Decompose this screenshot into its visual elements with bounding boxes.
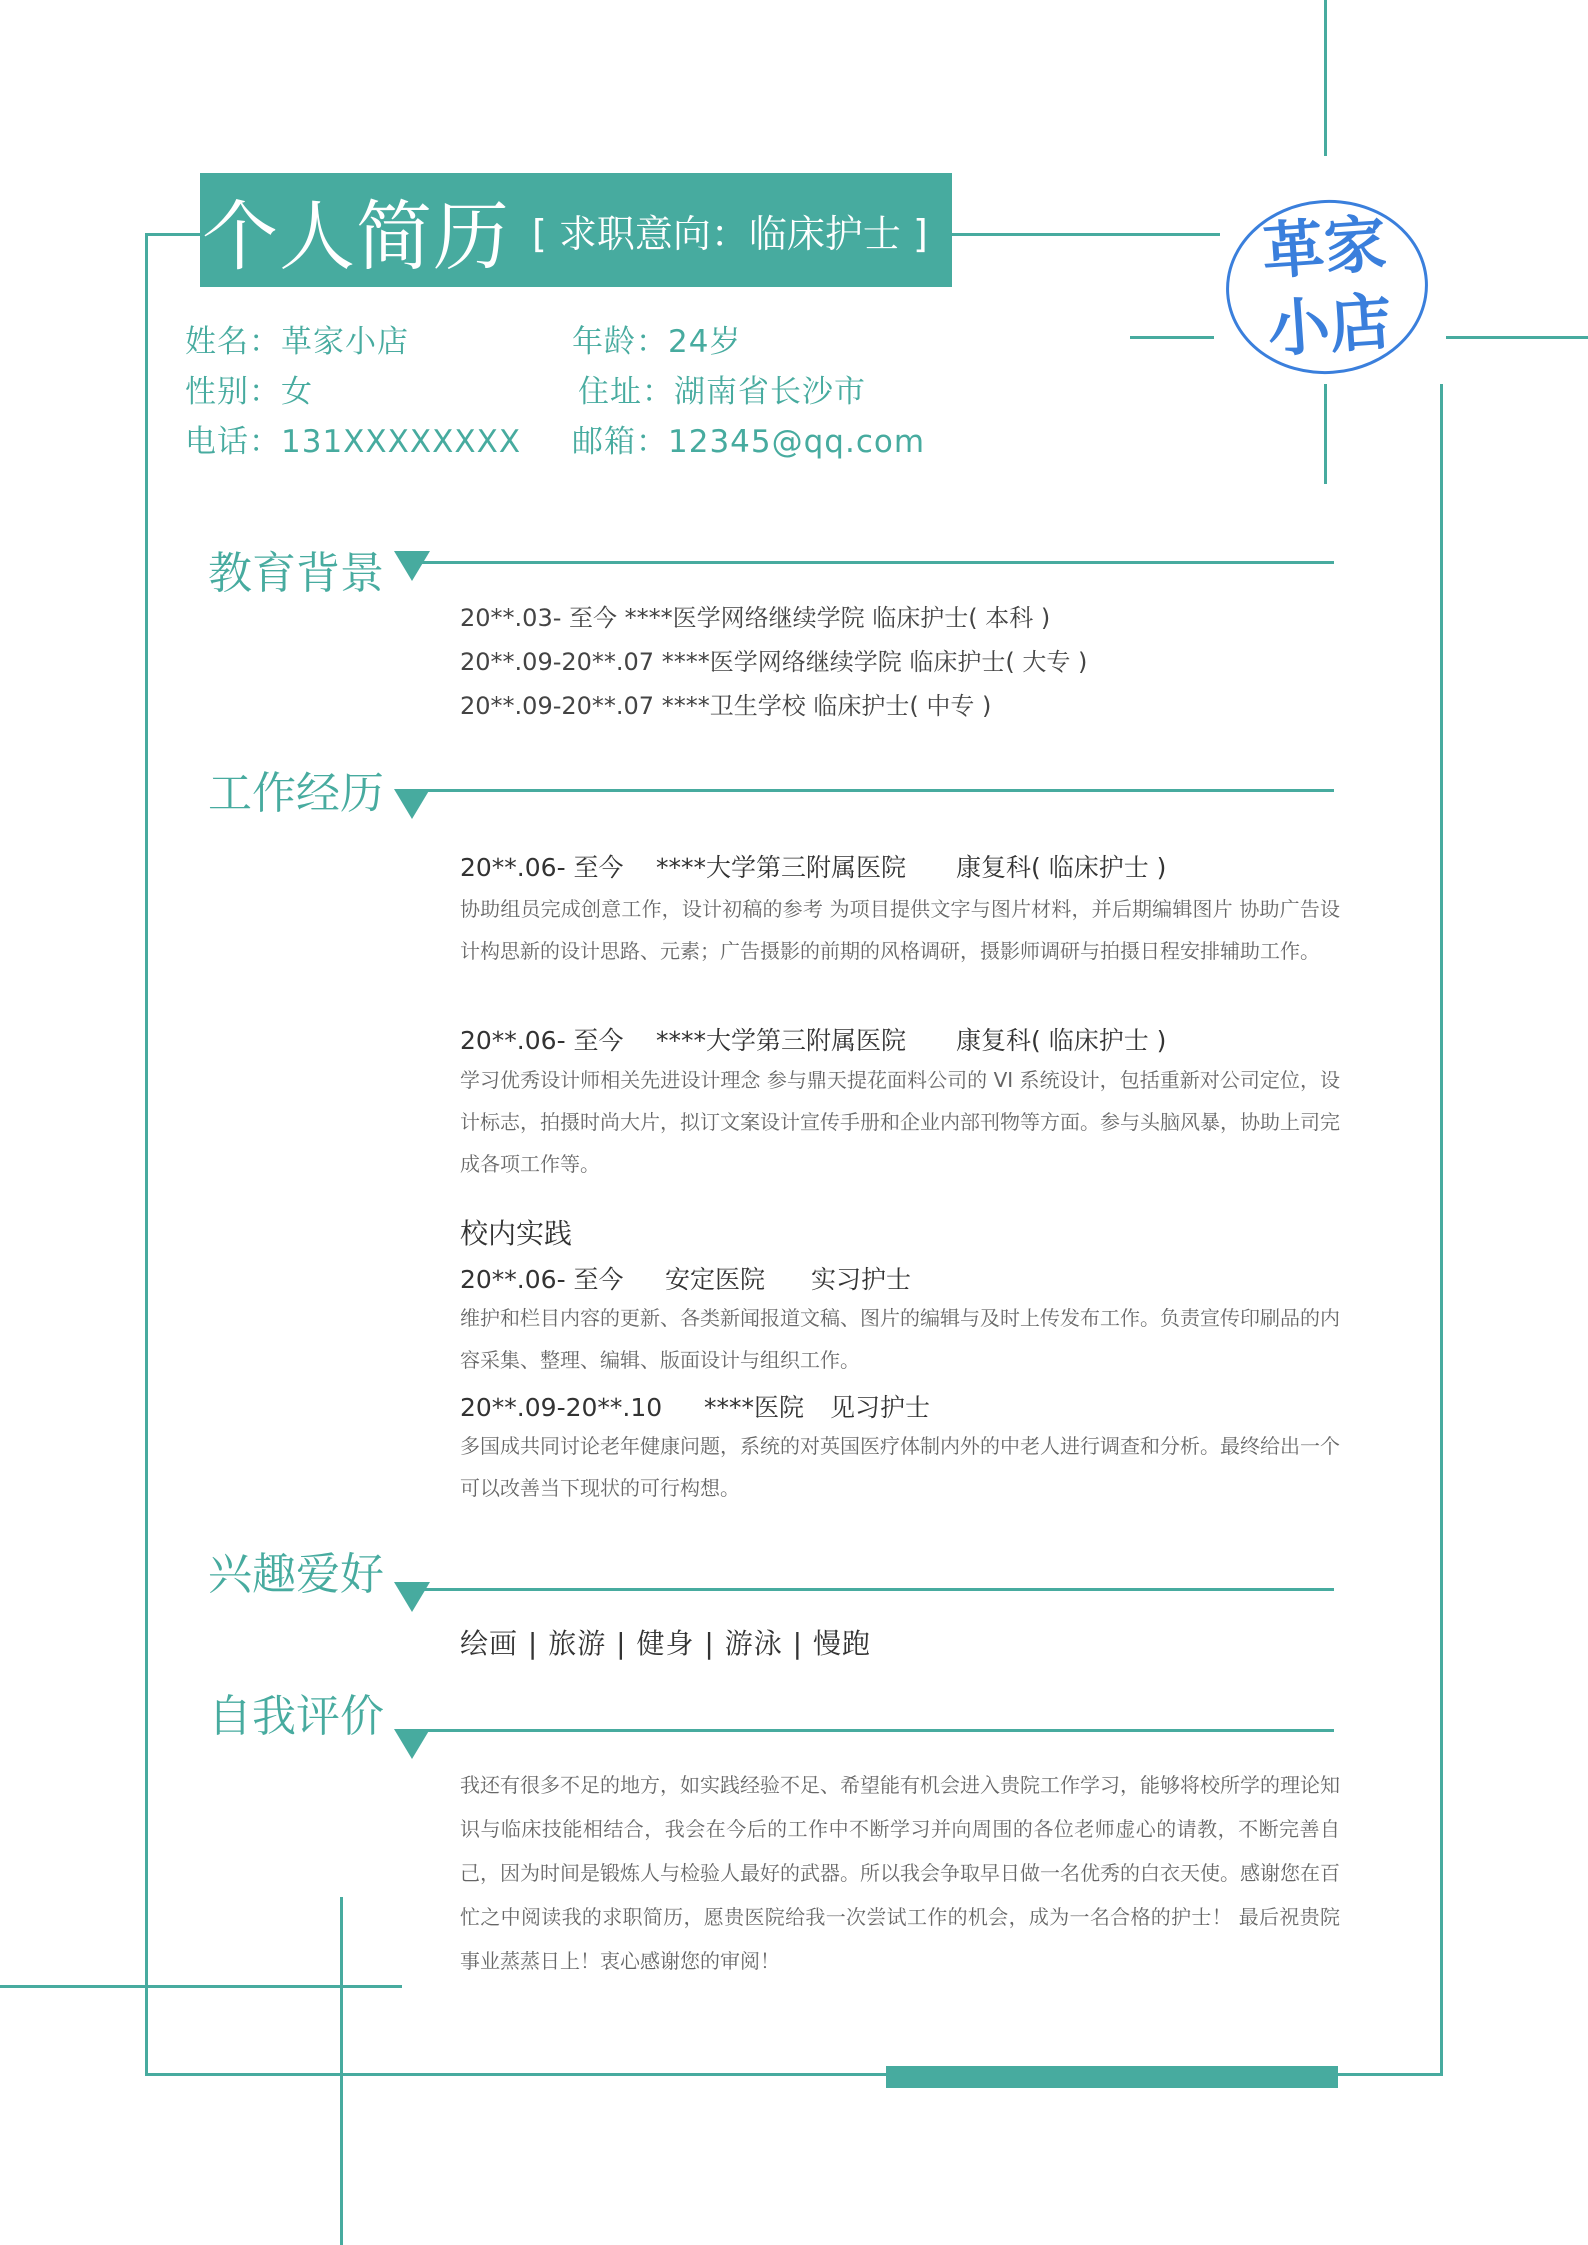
- education-item: 20**.09-20**.07 ****医学网络继续学院 临床护士( 大专 ): [460, 648, 1088, 676]
- self-eval-text: 我还有很多不足的地方，如实践经验不足、希望能有机会进入贵院工作学习，能够将校所学的理论知识与临床技能相结合，我会在今后的工作中不断学习并向周围的各位老师虚心的请教，不断完善自己，因为时间是锻炼人与检验人最好的武器。所以我会争取早日做一名优秀的白衣天使。感谢您在百忙之中阅读我的求职简历，愿贵医院给我一次尝试工作的机会，成为一名合格的护士！ 最后祝贵院事业蒸蒸日上！衷心感谢您的审阅！: [460, 1773, 1340, 1973]
- hobbies-marker-icon: [394, 1582, 430, 1612]
- practice-org: ****医院: [704, 1393, 805, 1422]
- work-marker-icon: [394, 789, 430, 819]
- job-objective: [ 求职意向：临床护士 ]: [532, 211, 928, 256]
- stamp-line-2: 小店: [1265, 284, 1395, 367]
- hobbies-section-title: 兴趣爱好: [208, 1549, 384, 1600]
- frame-top-left-line: [145, 233, 203, 236]
- frame-top-right-line: [950, 233, 1220, 236]
- hobbies-divider: [420, 1588, 1334, 1591]
- hobbies-list: 绘画 | 旅游 | 健身 | 游泳 | 慢跑: [460, 1627, 871, 1660]
- self-eval-marker-icon: [394, 1729, 430, 1759]
- job-period: 20**.06- 至今: [460, 853, 624, 882]
- job-role: 康复科( 临床护士 ): [956, 853, 1167, 882]
- practice-description: 维护和栏目内容的更新、各类新闻报道文稿、图片的编辑与及时上传发布工作。负责宣传印刷品的内容采集、整理、编辑、版面设计与组织工作。: [460, 1306, 1340, 1372]
- stamp-lower-vertical-line: [1324, 384, 1327, 484]
- age-field: 年龄：24岁: [572, 324, 742, 360]
- frame-right-line: [1440, 384, 1443, 2075]
- education-divider: [420, 561, 1334, 564]
- self-eval-section-title: 自我评价: [208, 1691, 384, 1742]
- practice-role: 见习护士: [830, 1393, 931, 1422]
- email-field: 邮箱：12345@qq.com: [572, 424, 926, 460]
- job-org: ****大学第三附属医院: [656, 1026, 907, 1055]
- self-eval-divider: [420, 1729, 1334, 1732]
- practice-header: [460, 1388, 930, 1424]
- stamp-line-1: 革家: [1259, 206, 1389, 289]
- address-field: 住址：湖南省长沙市: [578, 374, 866, 410]
- education-item: 20**.09-20**.07 ****卫生学校 临床护士( 中专 ): [460, 692, 992, 720]
- job-description: 协助组员完成创意工作，设计初稿的参考 为项目提供文字与图片材料，并后期编辑图片 协助广告设计构思新的设计思路、元素；广告摄影的前期的风格调研，摄影师调研与拍摄日程安排辅助工作。: [460, 897, 1340, 963]
- practice-period: 20**.09-20**.10: [460, 1393, 663, 1422]
- job-header: [460, 848, 1166, 884]
- practice-subtitle: 校内实践: [460, 1217, 573, 1250]
- phone-field: 电话：131XXXXXXXX: [185, 424, 522, 460]
- bottom-left-vertical-line: [340, 1897, 343, 2245]
- name-field: 姓名：革家小店: [185, 324, 409, 360]
- job-period: 20**.06- 至今: [460, 1026, 624, 1055]
- gender-field: 性别：女: [185, 374, 313, 410]
- page-title: 个人简历: [202, 191, 510, 281]
- job-description: 学习优秀设计师相关先进设计理念 参与鼎天提花面料公司的 VI 系统设计，包括重新对公司定位，设计标志，拍摄时尚大片，拟订文案设计宣传手册和企业内部刊物等方面。参与头脑风暴，协助上司完成各项工作等。: [460, 1068, 1340, 1176]
- work-divider: [420, 789, 1334, 792]
- practice-org: 安定医院: [665, 1265, 766, 1294]
- shop-stamp: [1220, 193, 1434, 381]
- stamp-right-line: [1446, 336, 1588, 339]
- bottom-accent-bar: [886, 2066, 1338, 2088]
- frame-left-line: [145, 233, 148, 2075]
- job-header: [460, 1021, 1166, 1057]
- job-org: ****大学第三附属医院: [656, 853, 907, 882]
- education-item: 20**.03- 至今 ****医学网络继续学院 临床护士( 本科 ): [460, 604, 1051, 632]
- work-section-title: 工作经历: [208, 768, 384, 819]
- job-role: 康复科( 临床护士 ): [956, 1026, 1167, 1055]
- title-banner: [200, 173, 952, 287]
- top-right-vertical-line: [1324, 0, 1327, 156]
- practice-description: 多国成共同讨论老年健康问题，系统的对英国医疗体制内外的中老人进行调查和分析。最终给出一个可以改善当下现状的可行构想。: [460, 1434, 1340, 1500]
- stamp-left-line: [1130, 336, 1214, 339]
- practice-period: 20**.06- 至今: [460, 1265, 624, 1294]
- education-marker-icon: [394, 551, 430, 581]
- education-section-title: 教育背景: [208, 548, 384, 599]
- practice-header: [460, 1260, 911, 1296]
- practice-role: 实习护士: [811, 1265, 912, 1294]
